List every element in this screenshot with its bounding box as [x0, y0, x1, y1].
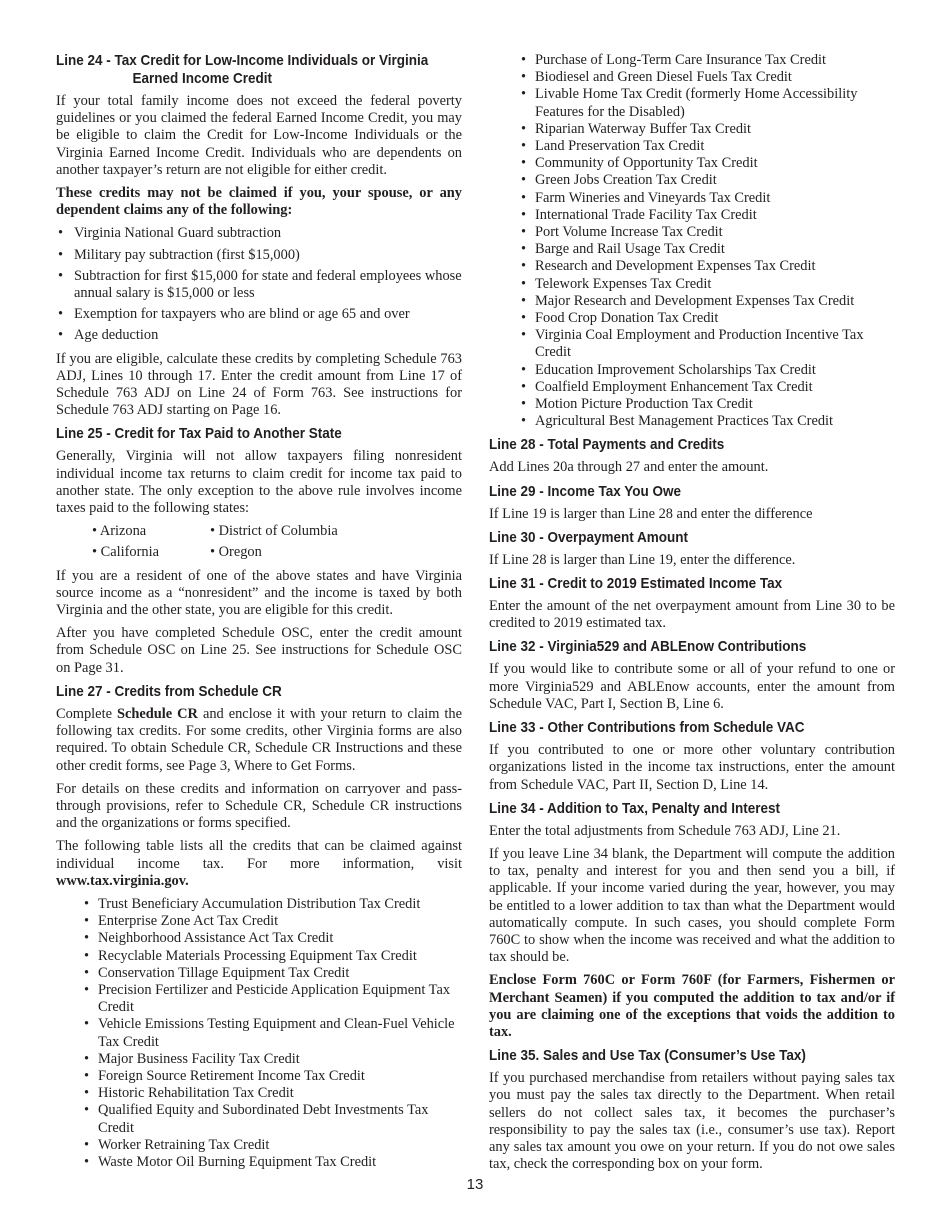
line24-exclusions	[56, 225, 462, 344]
list-item: • Military pay subtraction (first $15,000)	[56, 247, 462, 264]
state-item: • Oregon	[210, 544, 262, 561]
tax-website-link: www.tax.virginia.gov.	[56, 872, 189, 889]
list-item: • Motion Picture Production Tax Credit	[517, 396, 895, 413]
left-column	[56, 52, 462, 1177]
line24-restriction: These credits may not be claimed if you, your spouse, or any dependent claims any of the following:	[56, 185, 462, 219]
credits-list-left	[56, 896, 462, 1171]
list-item: • Vehicle Emissions Testing Equipment and Clean-Fuel Vehicle Tax Credit	[80, 1016, 462, 1050]
line33-text: If you contributed to one or more other voluntary contribution organizations listed in the income tax instructions, enter the amount from Schedule VAC, Part II, Section D, Line 14.	[489, 742, 895, 793]
states-list	[56, 523, 462, 561]
list-item: • Riparian Waterway Buffer Tax Credit	[517, 121, 895, 138]
list-item: • Virginia Coal Employment and Production Incentive Tax Credit	[517, 327, 895, 361]
line25-intro: Generally, Virginia will not allow taxpayers filing nonresident individual income tax returns to claim credit for income tax paid to another state. The only exception to the above rule involves income taxes paid to the following states:	[56, 448, 462, 517]
list-item: • Food Crop Donation Tax Credit	[517, 310, 895, 327]
list-item: • Foreign Source Retirement Income Tax Credit	[80, 1068, 462, 1085]
list-item: • Barge and Rail Usage Tax Credit	[517, 241, 895, 258]
line34-blank-note: If you leave Line 34 blank, the Department will compute the addition to tax, penalty and interest for you and then send you a bill, if applicable. If your income varied during the year, however, you may be entitled to a lower addition to tax than what the Department would automatically compute. In such cases, you should complete Form 760C to show when the income was received and what the addition to tax should be.	[489, 845, 895, 966]
list-item: • Precision Fertilizer and Pesticide Application Equipment Tax Credit	[80, 982, 462, 1016]
line30-text: If Line 28 is larger than Line 19, enter the difference.	[489, 551, 796, 568]
list-item: • Livable Home Tax Credit (formerly Home Accessibility Features for the Disabled)	[517, 86, 895, 120]
line29-text: If Line 19 is larger than Line 28 and enter the difference	[489, 505, 813, 522]
list-item: • Land Preservation Tax Credit	[517, 138, 895, 155]
list-item: • Port Volume Increase Tax Credit	[517, 224, 895, 241]
list-item: • Telework Expenses Tax Credit	[517, 276, 895, 293]
list-item: • Waste Motor Oil Burning Equipment Tax Credit	[80, 1154, 462, 1171]
list-item: • Community of Opportunity Tax Credit	[517, 155, 895, 172]
line31-heading: Line 31 - Credit to 2019 Estimated Income Tax	[489, 575, 783, 593]
line24-eligibility: If you are eligible, calculate these credits by completing Schedule 763 ADJ, Lines 10 through 17. Enter the credit amount from Line 17 of Schedule 763 ADJ on Line 24 of Form 763. See instructions for Schedule 763 ADJ starting on Page 16.	[56, 350, 462, 419]
line32-heading: Line 32 - Virginia529 and ABLEnow Contributions	[489, 638, 807, 656]
list-item: • Research and Development Expenses Tax Credit	[517, 258, 895, 275]
line24-intro: If your total family income does not exceed the federal poverty guidelines or you claimed the federal Earned Income Credit, you may be eligible to claim the Credit for Low-Income Individuals or the Virginia Earned Income Credit. Individuals who are dependents on another taxpayer’s return are not eligible for either credit.	[56, 93, 462, 178]
line33-heading: Line 33 - Other Contributions from Schedule VAC	[489, 719, 805, 737]
list-item: • Age deduction	[56, 327, 462, 344]
list-item: • Education Improvement Scholarships Tax Credit	[517, 362, 895, 379]
line34-text: Enter the total adjustments from Schedule 763 ADJ, Line 21.	[489, 822, 841, 839]
list-item: • International Trade Facility Tax Credit	[517, 207, 895, 224]
line31-text: Enter the amount of the net overpayment amount from Line 30 to be credited to 2019 estimated tax.	[489, 598, 895, 632]
list-item: • Coalfield Employment Enhancement Tax Credit	[517, 379, 895, 396]
list-item: • Conservation Tillage Equipment Tax Credit	[80, 965, 462, 982]
line34-enclose-note: Enclose Form 760C or Form 760F (for Farmers, Fishermen or Merchant Seamen) if you computed the addition to tax and/or if you are claiming one of the exceptions that voids the addition to tax.	[489, 972, 895, 1040]
line27-intro: Complete Schedule CR and enclose it with your return to claim the following tax credits. For some credits, other Virginia forms are also required. To obtain Schedule CR, Schedule CR Instructions and these other credit forms, see Page 3, Where to Get Forms.	[56, 705, 462, 774]
line24-heading: Line 24 - Tax Credit for Low-Income Individuals or Virginia Earned Income Credit	[56, 52, 429, 87]
state-item: • Arizona	[92, 523, 147, 540]
list-item: • Major Research and Development Expenses Tax Credit	[517, 293, 895, 310]
line25-heading: Line 25 - Credit for Tax Paid to Another State	[56, 425, 342, 443]
line27-details: For details on these credits and information on carryover and pass-through provisions, refer to Schedule CR, Schedule CR instructions and the organizations or forms specified.	[56, 780, 462, 832]
line32-text: If you would like to contribute some or all of your refund to one or more Virginia529 and ABLEnow accounts, enter the amount from Schedule VAC, Part I, Section B, Line 6.	[489, 661, 895, 712]
line27-table-note: The following table lists all the credits that can be claimed against individual income tax. For more information, visit www.tax.virginia.gov.	[56, 838, 462, 889]
list-item: • Recyclable Materials Processing Equipment Tax Credit	[80, 948, 462, 965]
list-item: • Farm Wineries and Vineyards Tax Credit	[517, 190, 895, 207]
line29-heading: Line 29 - Income Tax You Owe	[489, 482, 682, 500]
line35-text: If you purchased merchandise from retailers without paying sales tax you must pay the sales tax directly to the Department. When retail sellers do not collect sales tax, it becomes the purchaser’s responsibility to pay the sales tax (i.e., consumer’s use tax). Report any sales tax amount you owe on your return. If you do not owe sales tax, check the corresponding box on your form.	[489, 1070, 895, 1173]
line35-heading: Line 35. Sales and Use Tax (Consumer’s Use Tax)	[489, 1047, 806, 1065]
list-item: • Subtraction for first $15,000 for state and federal employees whose annual salary is $15,000 or less	[56, 268, 462, 302]
line28-text: Add Lines 20a through 27 and enter the amount.	[489, 459, 769, 476]
list-item: • Enterprise Zone Act Tax Credit	[80, 913, 462, 930]
right-column	[489, 52, 895, 1179]
line34-heading: Line 34 - Addition to Tax, Penalty and Interest	[489, 799, 781, 817]
list-item: • Worker Retraining Tax Credit	[80, 1137, 462, 1154]
list-item: • Biodiesel and Green Diesel Fuels Tax Credit	[517, 69, 895, 86]
list-item: • Purchase of Long-Term Care Insurance Tax Credit	[517, 52, 895, 69]
list-item: • Major Business Facility Tax Credit	[80, 1051, 462, 1068]
line25-schedule-osc: After you have completed Schedule OSC, enter the credit amount from Schedule OSC on Line 25. See instructions for Schedule OSC on Page 31.	[56, 625, 462, 676]
state-item: • District of Columbia	[210, 523, 338, 540]
line25-resident: If you are a resident of one of the above states and have Virginia source income as a “nonresident” and the income is taxed by both Virginia and the other state, you are eligible for this credit.	[56, 567, 462, 619]
line30-heading: Line 30 - Overpayment Amount	[489, 528, 689, 546]
list-item: • Virginia National Guard subtraction	[56, 225, 462, 242]
state-item: • California	[92, 544, 159, 561]
list-item: • Trust Beneficiary Accumulation Distribution Tax Credit	[80, 896, 462, 913]
line28-heading: Line 28 - Total Payments and Credits	[489, 436, 725, 454]
list-item: • Historic Rehabilitation Tax Credit	[80, 1085, 462, 1102]
list-item: • Agricultural Best Management Practices Tax Credit	[517, 413, 895, 430]
list-item: • Green Jobs Creation Tax Credit	[517, 172, 895, 189]
list-item: • Qualified Equity and Subordinated Debt Investments Tax Credit	[80, 1102, 462, 1136]
list-item: • Exemption for taxpayers who are blind or age 65 and over	[56, 306, 462, 323]
page-number: 13	[466, 1176, 484, 1193]
line27-heading: Line 27 - Credits from Schedule CR	[56, 682, 282, 700]
list-item: • Neighborhood Assistance Act Tax Credit	[80, 930, 462, 947]
credits-list-right	[489, 52, 895, 430]
